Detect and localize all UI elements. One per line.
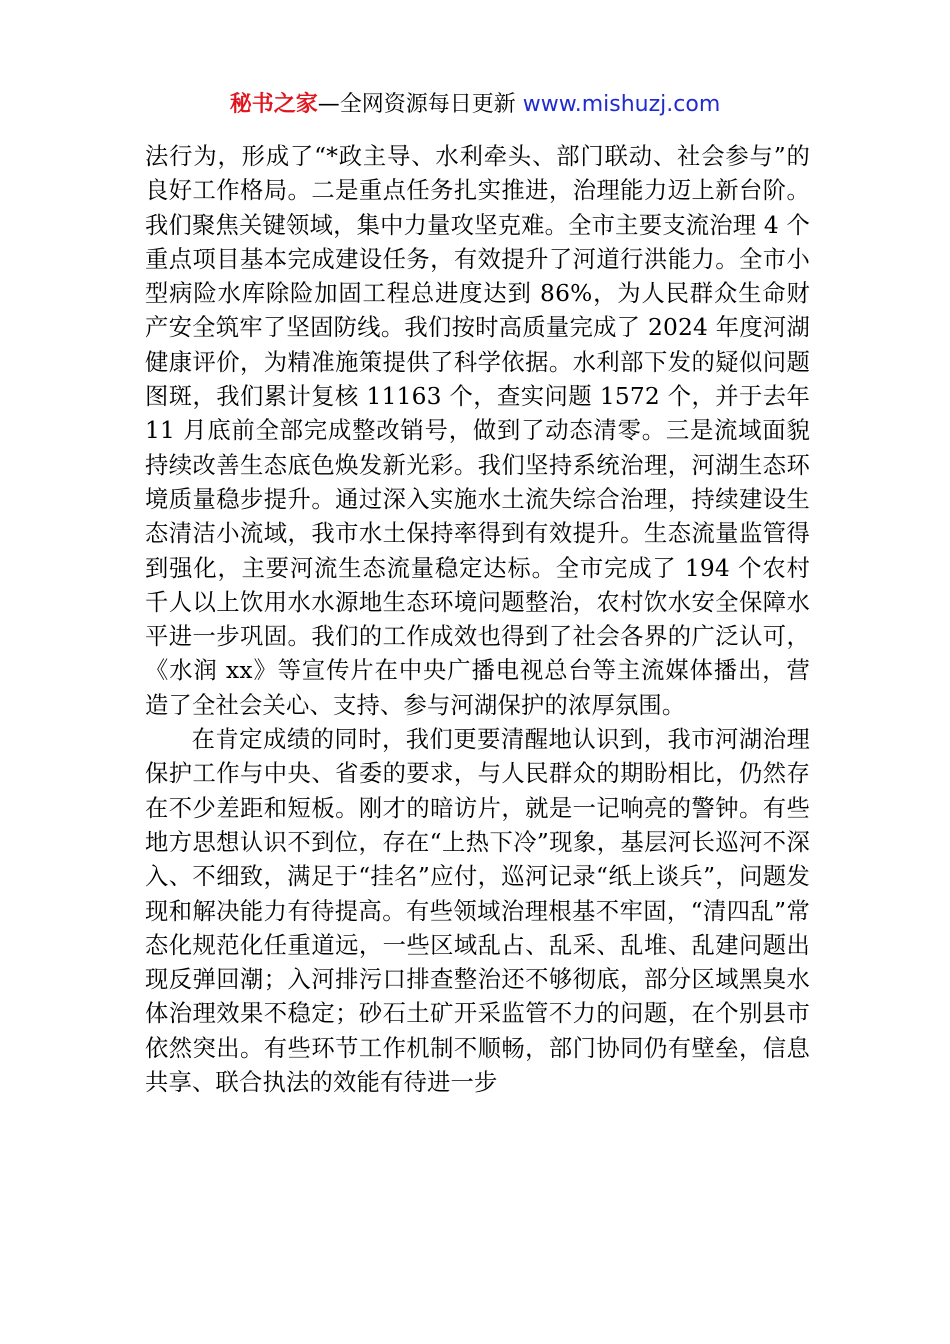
header-tagline: —全网资源每日更新 (317, 92, 516, 117)
page-header (0, 88, 950, 122)
header-brand: 秘书之家 (229, 92, 318, 117)
document-body (145, 140, 810, 1100)
paragraph: 在肯定成绩的同时，我们更要清醒地认识到，我市河湖治理保护工作与中央、省委的要求，与人民群众的期盼相比，仍然存在不少差距和短板。刚才的暗访片，就是一记响亮的警钟。有些地方思想认识不到位，存在“上热下冷”现象，基层河长巡河不深入、不细致，满足于“挂名”应付，巡河记录“纸上谈兵”，问题发现和解决能力有待提高。有些领域治理根基不牢固，“清四乱”常态化规范化任重道远，一些区域乱占、乱采、乱堆、乱建问题出现反弹回潮；入河排污口排查整治还不够彻底，部分区域黑臭水体治理效果不稳定；砂石土矿开采监管不力的问题，在个别县市依然突出。有些环节工作机制不顺畅，部门协同仍有壁垒，信息共享、联合执法的效能有待进一步 (145, 726, 810, 1097)
header-url[interactable]: www.mishuzj.com (522, 92, 721, 117)
paragraph-continued: 法行为，形成了“*政主导、水利牵头、部门联动、社会参与”的良好工作格局。二是重点任务扎实推进，治理能力迈上新台阶。我们聚焦关键领域，集中力量攻坚克难。全市主要支流治理 4 个重点项目基本完成建设任务，有效提升了河道行洪能力。全市小型病险水库除险加固工程总进度达到 86%，为人民群众生命财产安全筑牢了坚固防线。我们按时高质量完成了 2024 年度河湖健康评价，为精准施策提供了科学依据。水利部下发的疑似问题图斑，我们累计复核 11163 个，查实问题 1572 个，并于去年 11 月底前全部完成整改销号，做到了动态清零。三是流域面貌持续改善生态底色焕发新光彩。我们坚持系统治理，河湖生态环境质量稳步提升。通过深入实施水土流失综合治理，持续建设生态清洁小流域，我市水土保持率得到有效提升。生态流量监管得到强化，主要河流生态流量稳定达标。全市完成了 194 个农村千人以上饮用水水源地生态环境问题整治，农村饮水安全保障水平进一步巩固。我们的工作成效也得到了社会各界的广泛认可，《水润 xx》等宣传片在中央广播电视总台等主流媒体播出，营造了全社会关心、支持、参与河湖保护的浓厚氛围。 (145, 143, 810, 719)
